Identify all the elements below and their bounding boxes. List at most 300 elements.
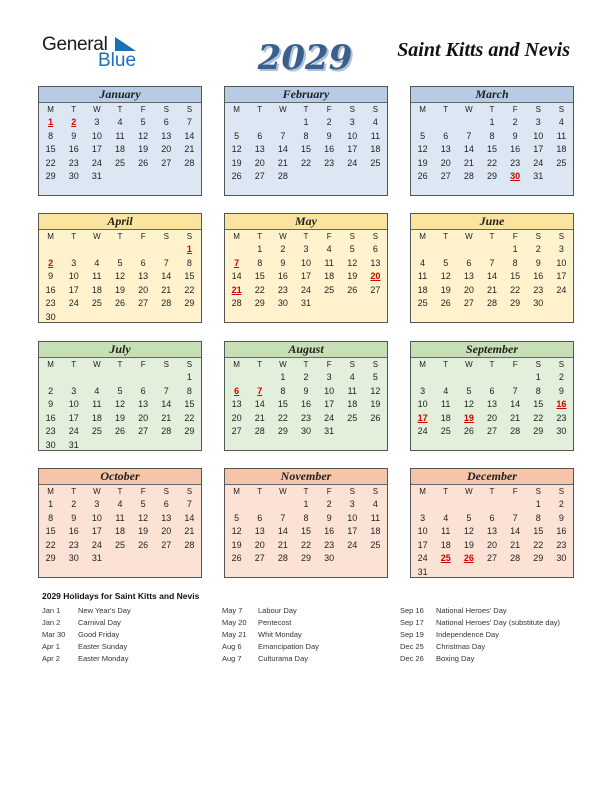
holiday-date: Sep 16 (400, 606, 424, 615)
empty-cell (411, 243, 434, 257)
day-grid (225, 498, 387, 566)
day-cell: 14 (161, 271, 172, 282)
day-cell: 9 (535, 257, 541, 268)
weekday-label: M (233, 105, 240, 114)
day-cell: 5 (372, 372, 378, 382)
day-cell: 12 (231, 144, 242, 155)
month-november (224, 468, 388, 578)
day-cell: 23 (277, 284, 288, 295)
day-cell: 8 (280, 385, 286, 396)
day-cell: 12 (231, 526, 242, 537)
day-cell: 15 (45, 526, 56, 537)
weekday-label: W (279, 487, 287, 496)
day-cell: 26 (138, 157, 149, 168)
weekday-label: S (535, 232, 541, 241)
holiday-name: National Heroes' Day (substitute day) (436, 618, 560, 627)
empty-cell (504, 371, 527, 385)
day-cell: 28 (254, 426, 265, 437)
empty-cell (480, 371, 503, 385)
day-cell: 27 (370, 284, 381, 295)
empty-cell (457, 371, 480, 385)
weekday-label: S (163, 232, 169, 241)
day-cell: 12 (114, 399, 125, 410)
day-cell: 24 (300, 284, 311, 295)
holiday-date: Mar 30 (42, 630, 66, 639)
country-title: Saint Kitts and Nevis (397, 39, 570, 61)
empty-cell (132, 371, 155, 385)
day-cell: 13 (463, 271, 474, 282)
day-cell: 27 (463, 298, 474, 309)
day-cell: 14 (161, 399, 172, 410)
day-cell: 4 (443, 512, 449, 523)
day-cell: 8 (257, 257, 263, 268)
day-cell: 3 (558, 244, 564, 254)
day-cell: 27 (254, 553, 265, 564)
day-cell: 6 (489, 512, 495, 523)
day-cell: 30 (324, 553, 335, 564)
empty-cell (434, 371, 457, 385)
empty-cell (62, 243, 85, 257)
empty-cell (271, 498, 294, 512)
day-cell: 20 (440, 157, 451, 168)
day-cell: 16 (45, 284, 56, 295)
day-grid (225, 116, 387, 184)
holiday-day: 21 (231, 284, 242, 295)
day-cell: 4 (94, 257, 100, 268)
weekday-label: F (512, 232, 518, 241)
day-cell: 29 (184, 298, 195, 309)
day-cell: 13 (161, 512, 172, 523)
weekday-label: F (512, 105, 518, 114)
day-cell: 28 (161, 426, 172, 437)
weekday-label: T (489, 232, 495, 241)
day-cell: 26 (417, 171, 428, 182)
empty-cell (225, 371, 248, 385)
holiday-day: 25 (440, 553, 451, 564)
weekday-label: S (186, 360, 193, 369)
weekday-label: M (233, 487, 240, 496)
holiday-name: National Heroes' Day (436, 606, 507, 615)
day-cell: 2 (303, 372, 309, 382)
day-cell: 5 (466, 385, 472, 396)
day-cell: 9 (558, 385, 564, 396)
day-cell: 9 (71, 512, 77, 523)
day-cell: 29 (300, 553, 311, 564)
day-cell: 3 (420, 385, 426, 396)
weekday-label: W (465, 105, 473, 114)
day-cell: 21 (254, 412, 265, 423)
day-cell: 10 (347, 130, 358, 141)
holiday-item (42, 641, 212, 653)
day-cell: 28 (184, 539, 195, 550)
day-cell: 17 (300, 271, 311, 282)
day-cell: 4 (117, 117, 123, 127)
day-cell: 18 (324, 271, 335, 282)
day-cell: 15 (277, 399, 288, 410)
weekday-label: S (535, 360, 541, 369)
day-cell: 26 (440, 298, 451, 309)
weekday-label: M (233, 360, 240, 369)
weekday-label: T (303, 360, 309, 369)
day-cell: 10 (68, 271, 79, 282)
logo-text-blue: Blue (98, 50, 137, 71)
day-cell: 4 (558, 117, 564, 127)
day-cell: 3 (303, 244, 309, 254)
day-grid (225, 371, 387, 439)
day-cell: 11 (417, 271, 428, 282)
month-name: November (225, 469, 387, 485)
logo-flag-icon (115, 37, 136, 51)
day-cell: 17 (533, 144, 544, 155)
weekday-label: S (558, 360, 565, 369)
holidays-title: 2029 Holidays for Saint Kitts and Nevis (42, 591, 200, 601)
day-cell: 28 (277, 553, 288, 564)
day-cell: 1 (48, 499, 54, 509)
holiday-date: Jan 2 (42, 618, 61, 627)
holiday-name: Whit Monday (258, 630, 302, 639)
day-cell: 2 (326, 499, 332, 509)
holiday-item (222, 605, 392, 617)
day-cell: 24 (417, 426, 428, 437)
day-cell: 4 (420, 257, 426, 268)
empty-cell (411, 371, 434, 385)
day-cell: 31 (91, 171, 102, 182)
month-name: May (225, 214, 387, 230)
day-cell: 4 (326, 244, 332, 254)
day-cell: 26 (463, 426, 474, 437)
weekday-header (225, 485, 387, 498)
day-cell: 18 (114, 526, 125, 537)
day-cell: 29 (254, 298, 265, 309)
weekday-header (39, 230, 201, 243)
day-cell: 21 (277, 157, 288, 168)
weekday-label: S (558, 105, 565, 114)
holiday-date: Apr 1 (42, 642, 60, 651)
day-cell: 23 (556, 412, 567, 423)
day-cell: 9 (303, 385, 309, 396)
day-cell: 30 (277, 298, 288, 309)
day-cell: 4 (117, 499, 123, 509)
weekday-label: F (140, 360, 146, 369)
day-cell: 22 (533, 412, 544, 423)
day-cell: 4 (372, 117, 378, 127)
day-cell: 26 (231, 553, 242, 564)
day-cell: 8 (535, 512, 541, 523)
day-cell: 2 (71, 499, 77, 509)
holiday-name: Labour Day (258, 606, 297, 615)
day-grid (39, 243, 201, 325)
day-cell: 8 (186, 257, 192, 268)
holiday-item (222, 641, 392, 653)
holiday-name: Boxing Day (436, 654, 475, 663)
day-cell: 13 (440, 144, 451, 155)
day-cell: 21 (277, 539, 288, 550)
day-cell: 16 (68, 526, 79, 537)
day-cell: 17 (68, 284, 79, 295)
month-july (38, 341, 202, 451)
weekday-header (411, 485, 573, 498)
day-cell: 7 (186, 117, 192, 127)
day-cell: 13 (254, 526, 265, 537)
holiday-name: Christmas Day (436, 642, 486, 651)
holiday-name: Good Friday (78, 630, 120, 639)
weekday-label: M (233, 232, 240, 241)
holiday-item (222, 629, 392, 641)
day-cell: 23 (45, 298, 56, 309)
day-cell: 25 (370, 157, 381, 168)
weekday-label: S (349, 360, 355, 369)
day-cell: 16 (324, 144, 335, 155)
weekday-label: S (372, 487, 379, 496)
empty-cell (434, 116, 457, 130)
day-cell: 4 (94, 385, 100, 396)
weekday-label: T (443, 105, 449, 114)
day-cell: 9 (326, 512, 332, 523)
weekday-label: F (512, 487, 518, 496)
day-cell: 27 (254, 171, 265, 182)
empty-cell (457, 116, 480, 130)
day-cell: 9 (512, 130, 518, 141)
day-cell: 29 (45, 171, 56, 182)
day-cell: 26 (231, 171, 242, 182)
holiday-date: Aug 6 (222, 642, 242, 651)
day-cell: 27 (486, 553, 497, 564)
day-cell: 22 (184, 412, 195, 423)
day-cell: 11 (441, 399, 451, 410)
day-cell: 15 (486, 144, 497, 155)
weekday-label: S (535, 105, 541, 114)
day-cell: 5 (117, 385, 123, 396)
day-cell: 4 (372, 499, 378, 509)
day-cell: 16 (300, 399, 311, 410)
empty-cell (480, 498, 503, 512)
weekday-label: M (419, 105, 426, 114)
holiday-date: Dec 26 (400, 654, 424, 663)
weekday-label: T (489, 487, 495, 496)
day-cell: 16 (533, 271, 544, 282)
weekday-header (225, 230, 387, 243)
weekday-label: M (419, 360, 426, 369)
holiday-item (42, 605, 212, 617)
day-cell: 17 (324, 399, 335, 410)
day-cell: 30 (533, 298, 544, 309)
day-cell: 2 (558, 372, 564, 382)
day-cell: 17 (91, 526, 102, 537)
day-cell: 5 (349, 244, 355, 254)
day-cell: 19 (231, 539, 242, 550)
day-cell: 29 (510, 298, 521, 309)
holiday-day: 2 (71, 117, 77, 127)
day-cell: 30 (556, 553, 567, 564)
weekday-label: M (47, 487, 54, 496)
day-cell: 2 (48, 385, 54, 396)
day-cell: 1 (186, 372, 192, 382)
day-cell: 31 (324, 426, 335, 437)
day-cell: 14 (486, 271, 497, 282)
day-cell: 29 (486, 171, 497, 182)
day-cell: 25 (91, 298, 102, 309)
empty-cell (457, 243, 480, 257)
day-cell: 14 (184, 130, 195, 141)
day-cell: 1 (280, 372, 286, 382)
weekday-label: M (47, 360, 54, 369)
day-cell: 25 (556, 157, 567, 168)
holiday-name: Culturama Day (258, 654, 309, 663)
day-cell: 23 (510, 157, 521, 168)
day-cell: 9 (326, 130, 332, 141)
holiday-item (42, 629, 212, 641)
day-cell: 25 (370, 539, 381, 550)
day-cell: 27 (161, 539, 172, 550)
empty-cell (411, 498, 434, 512)
holiday-day: 7 (234, 257, 240, 268)
empty-cell (225, 116, 248, 130)
day-cell: 28 (277, 171, 288, 182)
day-cell: 4 (443, 385, 449, 396)
day-cell: 26 (347, 284, 358, 295)
day-cell: 25 (114, 539, 125, 550)
day-cell: 17 (347, 144, 358, 155)
day-cell: 6 (257, 512, 263, 523)
day-cell: 7 (280, 512, 286, 523)
day-cell: 2 (535, 244, 541, 254)
weekday-label: T (117, 105, 123, 114)
day-cell: 8 (303, 130, 309, 141)
day-cell: 19 (347, 271, 358, 282)
day-cell: 2 (558, 499, 564, 509)
weekday-label: W (465, 232, 473, 241)
day-cell: 19 (370, 399, 381, 410)
weekday-label: S (186, 487, 193, 496)
day-cell: 16 (68, 144, 79, 155)
day-cell: 22 (277, 412, 288, 423)
weekday-label: W (93, 487, 101, 496)
day-cell: 19 (138, 144, 149, 155)
day-grid (225, 243, 387, 311)
weekday-label: M (47, 105, 54, 114)
day-cell: 10 (347, 512, 358, 523)
day-cell: 16 (277, 271, 288, 282)
empty-cell (411, 116, 434, 130)
day-cell: 3 (349, 117, 355, 127)
holiday-day: 26 (463, 553, 474, 564)
weekday-label: S (163, 105, 169, 114)
day-cell: 8 (489, 130, 495, 141)
day-cell: 14 (231, 271, 242, 282)
day-cell: 6 (443, 130, 449, 141)
day-cell: 11 (324, 257, 334, 268)
holidays-column (42, 605, 212, 665)
day-cell: 6 (140, 257, 146, 268)
day-cell: 12 (463, 526, 474, 537)
day-cell: 15 (300, 526, 311, 537)
day-cell: 15 (533, 526, 544, 537)
day-cell: 18 (91, 412, 102, 423)
day-cell: 25 (440, 426, 451, 437)
weekday-label: S (349, 487, 355, 496)
day-cell: 11 (115, 512, 125, 523)
day-cell: 12 (440, 271, 451, 282)
day-cell: 18 (370, 526, 381, 537)
weekday-label: T (303, 232, 309, 241)
day-cell: 12 (138, 512, 149, 523)
day-cell: 24 (347, 539, 358, 550)
empty-cell (225, 243, 248, 257)
day-cell: 30 (556, 426, 567, 437)
weekday-label: T (303, 105, 309, 114)
day-cell: 28 (463, 171, 474, 182)
holiday-day: 30 (510, 171, 521, 182)
weekday-label: F (512, 360, 518, 369)
day-cell: 25 (347, 412, 358, 423)
weekday-label: T (71, 487, 77, 496)
weekday-label: F (326, 360, 332, 369)
day-cell: 19 (114, 284, 125, 295)
logo-text-general: General (42, 34, 108, 55)
weekday-label: S (186, 105, 193, 114)
holiday-day: 1 (48, 117, 54, 127)
day-cell: 24 (533, 157, 544, 168)
day-cell: 6 (372, 244, 378, 254)
day-cell: 5 (140, 499, 146, 509)
day-cell: 26 (370, 412, 381, 423)
day-cell: 1 (535, 372, 541, 382)
day-cell: 20 (138, 284, 149, 295)
day-cell: 28 (184, 157, 195, 168)
month-january (38, 86, 202, 196)
day-cell: 12 (417, 144, 428, 155)
holiday-name: Carnival Day (78, 618, 121, 627)
holiday-date: Apr 2 (42, 654, 60, 663)
month-june (410, 213, 574, 323)
day-cell: 2 (326, 117, 332, 127)
day-grid (411, 371, 573, 439)
day-cell: 27 (161, 157, 172, 168)
empty-cell (480, 243, 503, 257)
day-cell: 18 (417, 284, 428, 295)
day-cell: 15 (254, 271, 265, 282)
day-cell: 18 (114, 144, 125, 155)
weekday-label: W (93, 360, 101, 369)
day-cell: 7 (163, 257, 169, 268)
month-may (224, 213, 388, 323)
weekday-label: T (489, 105, 495, 114)
day-cell: 8 (48, 512, 54, 523)
day-cell: 17 (417, 539, 428, 550)
day-cell: 5 (466, 512, 472, 523)
day-cell: 21 (161, 284, 172, 295)
day-cell: 23 (324, 539, 335, 550)
day-cell: 24 (417, 553, 428, 564)
weekday-label: S (372, 232, 379, 241)
weekday-label: F (140, 105, 146, 114)
holiday-date: Jan 1 (42, 606, 61, 615)
day-cell: 12 (370, 385, 381, 396)
weekday-label: T (117, 232, 123, 241)
day-cell: 3 (349, 499, 355, 509)
holiday-date: Sep 19 (400, 630, 424, 639)
day-cell: 12 (114, 271, 125, 282)
holiday-item (400, 617, 575, 629)
day-cell: 6 (140, 385, 146, 396)
day-cell: 10 (556, 257, 567, 268)
day-cell: 7 (280, 130, 286, 141)
day-cell: 7 (512, 385, 518, 396)
day-cell: 10 (300, 257, 311, 268)
day-cell: 20 (254, 157, 265, 168)
day-cell: 20 (486, 539, 497, 550)
day-cell: 11 (370, 512, 381, 523)
